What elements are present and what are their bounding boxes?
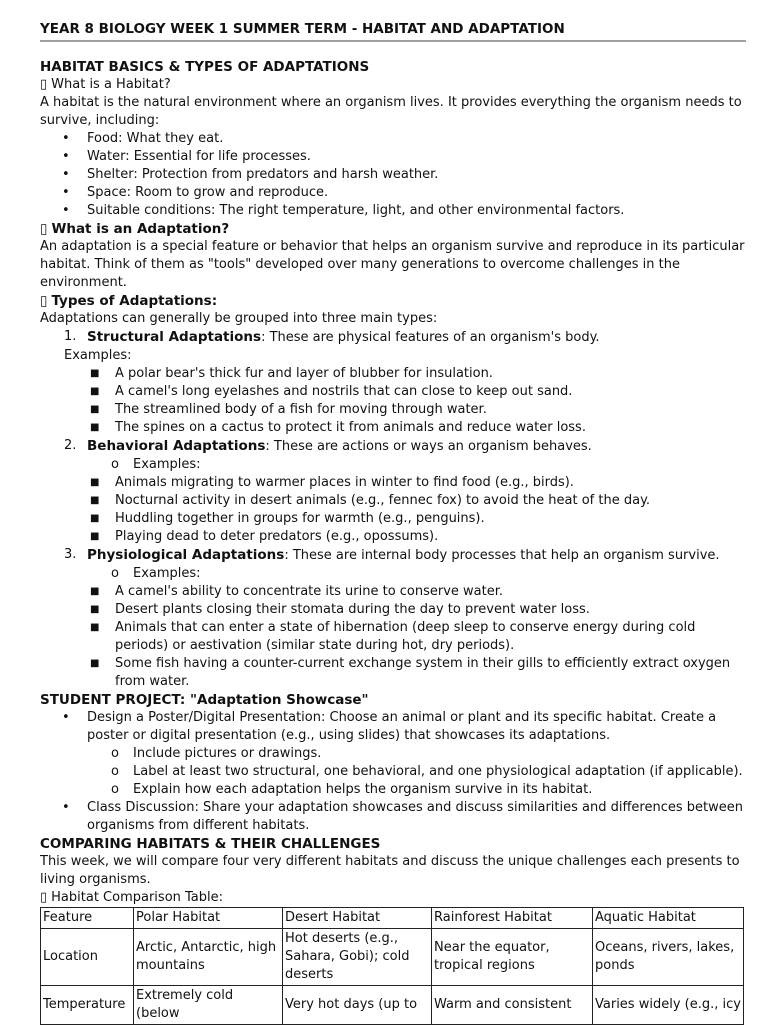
- table-header-cell: Desert Habitat: [283, 908, 432, 929]
- question-types-of-adaptations: ▯ Types of Adaptations:: [40, 293, 218, 309]
- list-item: ■ Some fish having a counter-current exchange system in their gills to efficiently extract oxygen from water.: [90, 656, 731, 689]
- list-item: o Label at least two structural, one behavioral, and one physiological adaptation (if applicable).: [111, 764, 743, 779]
- examples-label: o Examples:: [111, 457, 201, 472]
- question-what-is-adaptation: ▯ What is an Adaptation?: [40, 221, 230, 237]
- missing-glyph-icon: ▯: [40, 77, 48, 92]
- missing-glyph-icon: ▯: [40, 221, 48, 237]
- list-item: • Design a Poster/Digital Presentation: Choose an animal or plant and its specific habitat. Create a poster or digital presentation (e.g., using slides) that showcases its adaptations.: [62, 710, 717, 743]
- table-cell: Location: [41, 929, 134, 986]
- table-row: [41, 929, 744, 986]
- table-row: [41, 986, 744, 1025]
- list-item: o Include pictures or drawings.: [111, 746, 322, 761]
- list-item: ■ The spines on a cactus to protect it from animals and reduce water loss.: [90, 420, 586, 435]
- table-cell: Oceans, rivers, lakes, ponds: [593, 929, 744, 986]
- compare-intro: This week, we will compare four very different habitats and discuss the unique challenges each presents to living organisms.: [40, 854, 740, 887]
- table-cell: Arctic, Antarctic, high mountains: [134, 929, 283, 986]
- habitat-needs-list: [40, 130, 746, 220]
- list-item: ■ A camel's long eyelashes and nostrils that can close to keep out sand.: [90, 384, 573, 399]
- list-item: ■ A camel's ability to concentrate its urine to conserve water.: [90, 584, 504, 599]
- habitat-comparison-table: [40, 907, 744, 1025]
- list-item: ■ Playing dead to deter predators (e.g., opossums).: [90, 529, 439, 544]
- list-item: ■ Animals migrating to warmer places in winter to find food (e.g., birds).: [90, 475, 574, 490]
- table-header-cell: Feature: [41, 908, 134, 929]
- section-heading-comparing-habitats: COMPARING HABITATS & THEIR CHALLENGES: [40, 836, 381, 852]
- structural-examples-list: [40, 365, 746, 437]
- physiological-examples-list: [40, 583, 746, 691]
- list-item: • Shelter: Protection from predators and harsh weather.: [62, 167, 439, 182]
- document-title: YEAR 8 BIOLOGY WEEK 1 SUMMER TERM - HABITAT AND ADAPTATION: [40, 21, 746, 42]
- document-page: [40, 0, 746, 1025]
- table-cell: Temperature: [41, 986, 134, 1025]
- adaptation-type-physiological: 3. Physiological Adaptations: These are internal body processes that help an organism survive.: [64, 547, 720, 563]
- section-heading-student-project: STUDENT PROJECT: "Adaptation Showcase": [40, 692, 369, 708]
- habitat-definition: A habitat is the natural environment where an organism lives. It provides everything the organism needs to survive, including:: [40, 95, 742, 128]
- project-list-2: [40, 799, 746, 835]
- list-item: • Suitable conditions: The right temperature, light, and other environmental factors.: [62, 203, 625, 218]
- adaptation-types-intro: Adaptations can generally be grouped into three main types:: [40, 311, 438, 326]
- question-what-is-habitat: ▯ What is a Habitat?: [40, 77, 171, 92]
- project-list: [40, 709, 746, 745]
- list-item: ■ The streamlined body of a fish for moving through water.: [90, 402, 487, 417]
- project-sublist: [40, 745, 746, 799]
- section-heading-habitat-basics: HABITAT BASICS & TYPES OF ADAPTATIONS: [40, 59, 370, 75]
- table-cell: Very hot days (up to: [283, 986, 432, 1025]
- list-item: • Food: What they eat.: [62, 131, 224, 146]
- table-header-cell: Polar Habitat: [134, 908, 283, 929]
- list-item: ■ Huddling together in groups for warmth (e.g., penguins).: [90, 511, 485, 526]
- adaptation-type-structural: 1. Structural Adaptations: These are physical features of an organism's body.: [64, 329, 600, 345]
- missing-glyph-icon: ▯: [40, 293, 48, 309]
- list-item: ■ Nocturnal activity in desert animals (e.g., fennec fox) to avoid the heat of the day.: [90, 493, 651, 508]
- list-item: ■ Animals that can enter a state of hibernation (deep sleep to conserve energy during cold periods) or aestivation (similar state during hot, dry periods).: [90, 620, 696, 653]
- list-item: • Class Discussion: Share your adaptation showcases and discuss similarities and differences between organisms from different habitats.: [62, 800, 743, 833]
- list-item: ■ Desert plants closing their stomata during the day to prevent water loss.: [90, 602, 590, 617]
- table-cell: Warm and consistent: [432, 986, 593, 1025]
- table-label: ▯ Habitat Comparison Table:: [40, 890, 224, 905]
- adaptation-type-behavioral: 2. Behavioral Adaptations: These are actions or ways an organism behaves.: [64, 438, 592, 454]
- examples-label: Examples:: [64, 348, 132, 363]
- list-item: o Explain how each adaptation helps the organism survive in its habitat.: [111, 782, 593, 797]
- table-header-cell: Aquatic Habitat: [593, 908, 744, 929]
- table-cell: Hot deserts (e.g., Sahara, Gobi); cold deserts: [283, 929, 432, 986]
- adaptation-definition: An adaptation is a special feature or behavior that helps an organism survive and reproduce in its particular habitat. Think of them as "tools" developed over many generations to overcome challenges in the environment.: [40, 239, 745, 290]
- list-item: • Water: Essential for life processes.: [62, 149, 311, 164]
- examples-label: o Examples:: [111, 566, 201, 581]
- table-cell: Varies widely (e.g., icy: [593, 986, 744, 1025]
- table-header-cell: Rainforest Habitat: [432, 908, 593, 929]
- list-item: • Space: Room to grow and reproduce.: [62, 185, 329, 200]
- list-item: ■ A polar bear's thick fur and layer of blubber for insulation.: [90, 366, 493, 381]
- missing-glyph-icon: ▯: [40, 890, 48, 905]
- table-cell: Extremely cold (below: [134, 986, 283, 1025]
- behavioral-examples-list: [40, 474, 746, 546]
- table-cell: Near the equator, tropical regions: [432, 929, 593, 986]
- table-header-row: [41, 908, 744, 929]
